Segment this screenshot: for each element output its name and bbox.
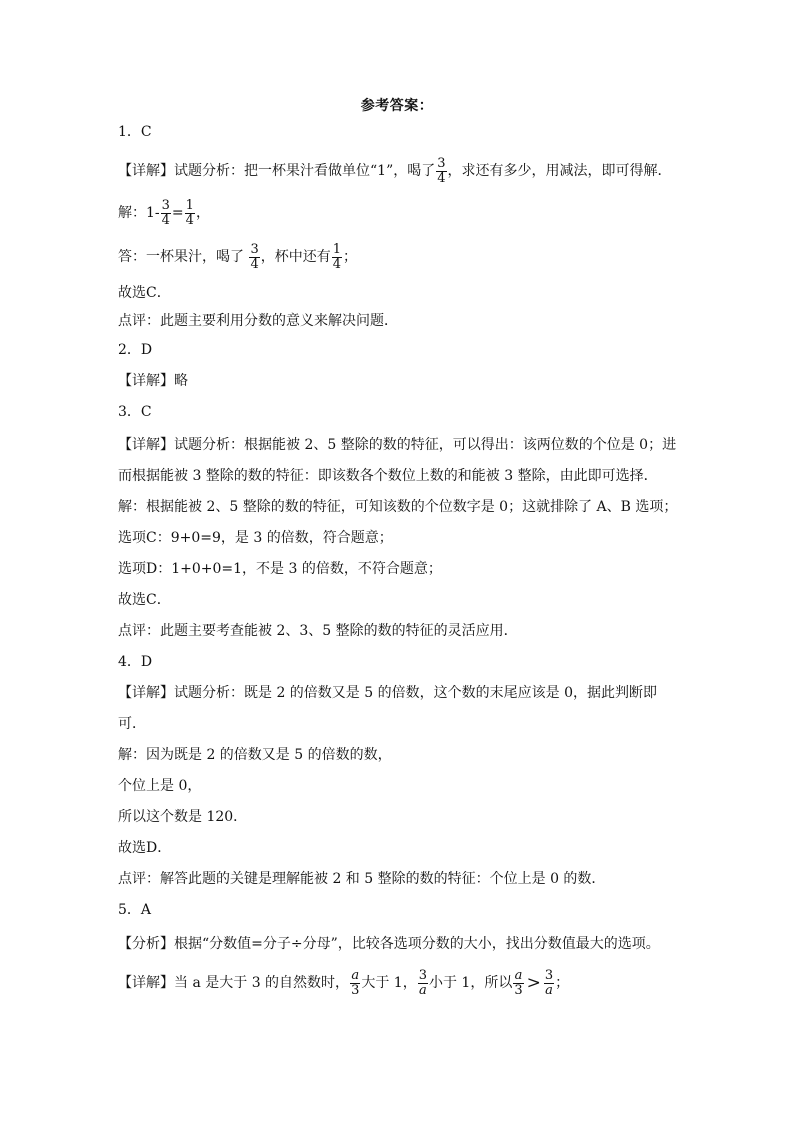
q4-comment: 点评：解答此题的关键是理解能被 2 和 5 整除的数的特征：个位上是 0 的数． (118, 871, 606, 887)
q3-option-d: 选项D：1+0+0=1，不是 3 的倍数，不符合题意； (118, 561, 442, 577)
q3-comment: 点评：此题主要考查能被 2、3、5 整除的数的特征的灵活应用． (118, 623, 518, 639)
fraction: $\frac{1}{4}$ (185, 198, 194, 228)
fraction-a-over-3: $\frac{a}{3}$ (514, 968, 523, 998)
q1-solution: 解：1- $\frac{3}{4}$ = $\frac{1}{4}$ ， (118, 198, 210, 228)
q1-detail: 【详解】试题分析：把一杯果汁看做单位“1”，喝了 $\frac{3}{4}$ ，求还有多少，用减法，即可得解． (118, 156, 672, 186)
fraction: $\frac{3}{4}$ (437, 156, 446, 186)
q4-solution-line-3: 所以这个数是 120． (118, 809, 248, 825)
fraction-3-over-a: $\frac{3}{a}$ (418, 968, 427, 998)
q1-number: 1．C (118, 124, 152, 140)
q3-option-c: 选项C：9+0=9，是 3 的倍数，符合题意； (118, 530, 393, 546)
page-title: 参考答案： (360, 98, 434, 114)
q1-choose: 故选C． (118, 285, 171, 301)
q1-answer: 答：一杯果汁，喝了 $\frac{3}{4}$ ，杯中还有 $\frac{1}{4}$ ； (118, 242, 358, 272)
q1-comment: 点评：此题主要利用分数的意义来解决问题． (118, 313, 398, 329)
q4-solution-line-2: 个位上是 0， (118, 778, 202, 794)
q4-number: 4．D (118, 654, 153, 670)
q5-detail: 【详解】当 a 是大于 3 的自然数时， $\frac{a}{3}$ 大于 1， $\frac{3}{a}$ 小于 1，所以 $\frac{a}{3}$ > $\frac{3}{a}$ ； (118, 968, 570, 998)
q5-analysis: 【分析】根据“分数值=分子÷分母”，比较各选项分数的大小，找出分数值最大的选项。 (118, 936, 660, 952)
q4-choose: 故选D． (118, 840, 172, 856)
fraction: $\frac{1}{4}$ (332, 242, 342, 272)
greater-than-sign: > (526, 973, 541, 994)
q3-solution: 解：根据能被 2、5 整除的数的特征，可知该数的个位数字是 0；这就排除了 A、B 选项； (118, 499, 678, 515)
fraction-3-over-a: $\frac{3}{a}$ (544, 968, 554, 998)
q4-solution-line-1: 解：因为既是 2 的倍数又是 5 的倍数的数， (118, 747, 392, 763)
q3-choose: 故选C． (118, 592, 171, 608)
q2-detail: 【详解】略 (118, 373, 188, 389)
fraction: $\frac{3}{4}$ (161, 198, 170, 228)
q3-detail-line-1: 【详解】试题分析：根据能被 2、5 整除的数的特征，可以得出：该两位数的个位是 0；进 (118, 437, 677, 453)
q2-number: 2．D (118, 342, 153, 358)
fraction-a-over-3: $\frac{a}{3}$ (351, 968, 360, 998)
q4-detail-line-2: 可． (118, 716, 146, 732)
q5-number: 5．A (118, 902, 152, 918)
fraction: $\frac{3}{4}$ (250, 242, 259, 272)
q3-detail-line-2: 而根据能被 3 整除的数的特征：即该数各个数位上数的和能被 3 整除，由此即可选择． (118, 468, 658, 484)
q4-detail-line-1: 【详解】试题分析：既是 2 的倍数又是 5 的倍数，这个数的末尾应该是 0，据此判断即 (118, 685, 657, 701)
q3-number: 3．C (118, 404, 152, 420)
